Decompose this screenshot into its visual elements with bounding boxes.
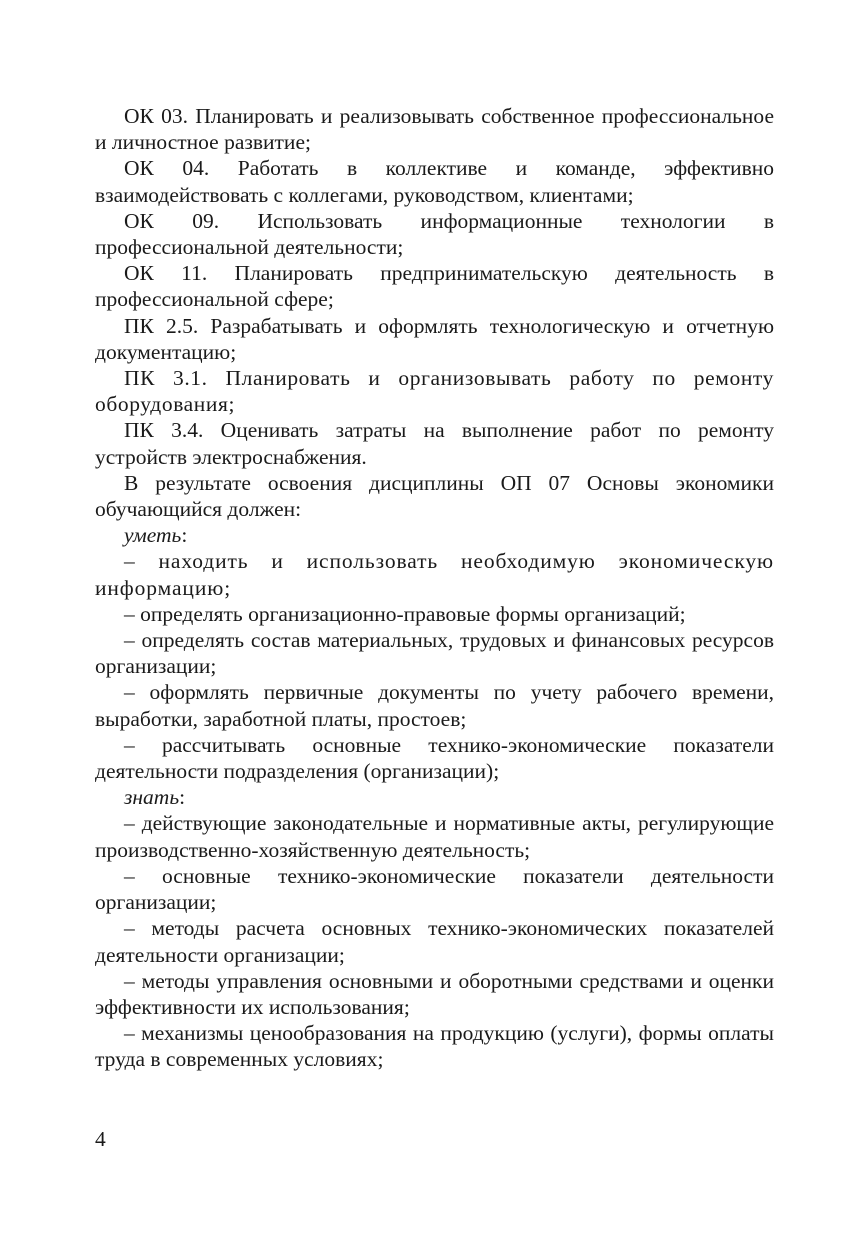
competency-ok-09: ОК 09. Использовать информационные технологии в профессиональной деятельности; [95,208,774,260]
competency-ok-11: ОК 11. Планировать предпринимательскую деятельность в профессиональной сфере; [95,261,774,312]
competency-pk-3-4: ПК 3.4. Оценивать затраты на выполнение работ по ремонту устройств электроснабжения. [95,418,774,469]
knowledge-colon: : [179,785,186,810]
competency-ok-03: ОК 03. Планировать и реализовывать собственное профессиональное и личностное развитие; [95,104,774,155]
knowledge-heading [95,784,774,810]
knowledge-item: – методы управления основными и оборотными средствами и оценки эффективности их использования; [95,968,774,1019]
skills-colon: : [181,523,188,548]
skill-item: – оформлять первичные документы по учету рабочего времени, выработки, заработной платы, простоев; [95,680,774,731]
knowledge-item: – основные технико-экономические показатели деятельности организации; [95,863,774,915]
skill-item: – рассчитывать основные технико-экономические показатели деятельности подразделения (организации); [95,732,774,784]
page-number: 4 [95,1127,106,1151]
knowledge-item: – действующие законодательные и нормативные акты, регулирующие производственно-хозяйственную деятельность; [95,811,774,862]
skills-label: уметь [124,523,182,548]
knowledge-label: знать [124,785,180,810]
intro-paragraph: В результате освоения дисциплины ОП 07 Основы экономики обучающийся должен: [95,470,774,522]
skill-item: – определять состав материальных, трудовых и финансовых ресурсов организации; [95,628,774,679]
competency-pk-3-1: ПК 3.1. Планировать и организовывать работу по ремонту оборудования; [95,366,774,417]
knowledge-item: – механизмы ценообразования на продукцию (услуги), формы оплаты труда в современных условиях; [95,1021,774,1072]
competency-pk-2-5: ПК 2.5. Разрабатывать и оформлять технологическую и отчетную документацию; [95,313,774,364]
skill-item: – находить и использовать необходимую экономическую информацию; [95,549,774,600]
skills-heading [95,522,774,548]
skill-item: – определять организационно-правовые формы организаций; [124,601,686,626]
competency-ok-04: ОК 04. Работать в коллективе и команде, эффективно взаимодействовать с коллегами, руководством, клиентами; [95,156,774,207]
knowledge-item: – методы расчета основных технико-экономических показателей деятельности организации; [95,916,774,967]
page-body [95,103,774,1073]
